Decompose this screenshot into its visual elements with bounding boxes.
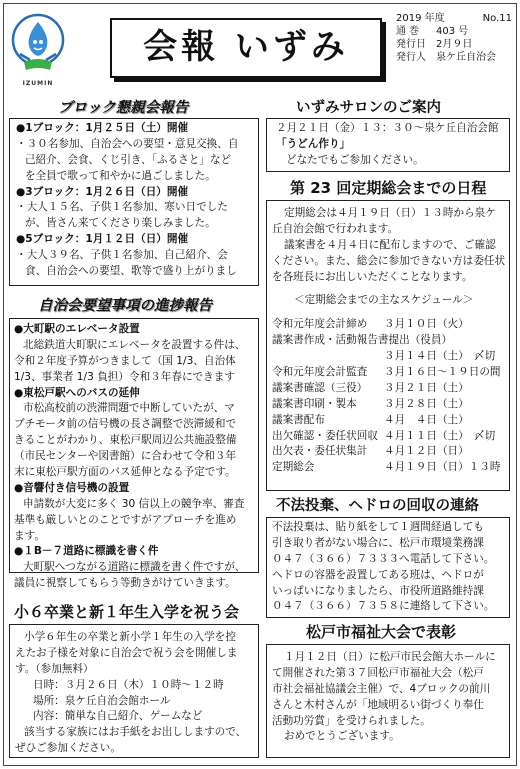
- request-progress-body: [14, 322, 258, 592]
- schedule-row: [272, 397, 510, 413]
- bus-line5: 末に東松戸駅方面のバス延伸となる予定です。: [14, 466, 236, 479]
- salon-line1: ２月２１日（金）１３：３０～泉ケ丘自治会館: [276, 122, 499, 134]
- schedule-date: ３月１０日（火）: [384, 318, 469, 331]
- bus-line3: きることがわかり、東松戸駅周辺公共施設整備: [14, 434, 237, 447]
- schedule-item: 出欠表・委任状集計: [272, 445, 368, 458]
- schedule-date: ３月２８日（土）: [384, 397, 469, 410]
- block1-heading: ●1ブロック：1月２５日（土）開催: [16, 122, 189, 134]
- celebration-body: [15, 630, 259, 757]
- schedule-item: 令和元年度会計締め: [272, 318, 368, 331]
- block5-heading: ●5ブロック：1月１２日（日）開催: [16, 233, 189, 246]
- publisher-label: 発行人: [396, 52, 426, 63]
- request-progress-heading: 自治会要望事項の進捗報告: [38, 298, 212, 314]
- celebration-line8: ぜひご参加ください。: [15, 742, 121, 755]
- celebration-datetime: 日時：３月２６日（木）１０時～１２時: [33, 678, 224, 691]
- schedule-row: [272, 365, 510, 381]
- welfare-line5: 活動功労賞」を受けられました。: [272, 714, 431, 727]
- schedule-date: ４月１２日（日）: [384, 445, 469, 458]
- salon-event: 「うどん作り」: [276, 137, 351, 150]
- schedule-row: [272, 444, 510, 460]
- schedule-date: ３月１６日～１９日の間: [384, 366, 501, 379]
- road-sign-line1: 大町駅へつながる道路に標識を書く件ですが、: [23, 561, 246, 574]
- salon-line3: どなたでもご参加ください。: [286, 153, 424, 166]
- signal-line2: 基準も厳しいとのことですがアプローチを進め: [14, 513, 237, 526]
- issue-number: No.11: [482, 13, 512, 24]
- welfare-line3: 市社会福祉協議会主催）で、4ブロックの前川: [272, 682, 491, 695]
- block1-line3: を全員で歌って和やかに過ごしました。: [25, 169, 216, 182]
- bus-line2: ブチモータ前の信号機の長さ調整で渋滞緩和で: [14, 418, 237, 431]
- salon-heading: いずみサロンのご案内: [296, 100, 441, 116]
- masthead-title-box: [110, 18, 382, 78]
- welfare-line6: おめでとうございます。: [284, 730, 400, 743]
- block-report-body: [16, 121, 262, 280]
- bus-heading: ●東松戸駅へのバスの延伸: [14, 386, 140, 399]
- dumping-line5: いっぱいになりましたら、市役所道路維持課: [272, 584, 484, 597]
- schedule-row: [272, 413, 510, 429]
- schedule-item: 定期総会: [272, 461, 315, 474]
- meeting-line2: 丘自治会館で行われます。: [272, 222, 399, 235]
- meeting-line4: ください。また、総会に参加できない方は委任状: [272, 254, 506, 267]
- dumping-line6: ０４７（３６６）７３５８に連絡して下さい。: [272, 600, 495, 613]
- schedule-date: ４月１１日（土） 〆切: [384, 429, 496, 442]
- issue-year: 2019 年度: [396, 13, 445, 24]
- schedule-date: ３月２１日（土）: [384, 381, 469, 394]
- celebration-line2: えたお子様を対象に自治会で祝う会を開催しま: [15, 646, 238, 659]
- izumin-mascot-logo: [10, 12, 66, 82]
- block5-line1: ・大人３９名、子供１名参加、自己紹介、会: [16, 249, 228, 262]
- schedule-item: 議案書配布: [272, 413, 325, 426]
- elevator-heading: ●大町駅のエレベータ設置: [14, 323, 140, 335]
- salon-body: [276, 121, 510, 169]
- bus-line4: （市民センターや図書館）に合わせて令和３年: [14, 450, 237, 463]
- welfare-body: [272, 650, 510, 745]
- schedule-row: [272, 429, 510, 445]
- elevator-line1: 北総鉄道大町駅にエレベータを設置する件は、: [23, 338, 246, 351]
- meeting-line3: 議案書を４月４日に配布しますので、ご確認: [284, 238, 496, 251]
- schedule-date: ３月１４日（土） 〆切: [384, 350, 496, 363]
- date-value: 2月９日: [436, 39, 473, 50]
- block1-line2: 己紹介、会食、くじ引き、「ふるさと」など: [25, 153, 232, 166]
- signal-heading: ●音響付き信号機の設置: [14, 481, 130, 494]
- schedule-date: ４月 ４日（土）: [384, 413, 469, 426]
- celebration-line3: す。（参加無料）: [15, 662, 94, 675]
- elevator-line3: 1/3、事業者 1/3 負担）令和３年春にできます: [14, 370, 235, 383]
- block3-heading: ●3ブロック：1月２６日（日）開催: [16, 185, 189, 198]
- schedule-title: ＜定期総会までの主なスケジュール＞: [294, 294, 474, 307]
- masthead-title: 会報 いずみ: [143, 27, 349, 68]
- bus-line1: 市松高校前の渋滞問題で中断していたが、マ: [23, 402, 235, 415]
- welfare-heading: 松戸市福祉大会で表彰: [306, 623, 457, 641]
- welfare-line4: さんと木村さんが「地域明るい街づくり奉仕: [272, 698, 484, 711]
- dumping-line4: ヘドロの容器を設置してある班は、ヘドロが: [272, 568, 484, 581]
- meeting-line1: 定期総会は４月１９日（日）１３時から泉ケ: [284, 207, 496, 219]
- volume-value: 403 号: [436, 26, 469, 37]
- meeting-body: [272, 206, 510, 476]
- celebration-line7: 該当する家族にはお手紙をお出ししますので、: [24, 726, 247, 739]
- publisher-value: 泉ケ丘自治会: [436, 52, 496, 63]
- block1-line1: ・３０名参加、自治会への要望・意見交換、自: [16, 137, 239, 150]
- dumping-line2: 引き取り者がない場合に、松戸市環境業務課: [272, 536, 484, 549]
- welfare-line2: て開催された第３７回松戸市福祉大会（松戸: [272, 666, 484, 679]
- schedule-item: 令和元年度会計監査: [272, 366, 368, 379]
- logo-caption: IZUMIN: [22, 80, 54, 87]
- schedule-row: [272, 460, 510, 476]
- celebration-line1: 小学６年生の卒業と新小学１年生の入学を控: [24, 631, 236, 643]
- schedule-date: ４月１９日（日）１３時: [384, 461, 501, 474]
- elevator-line2: 令和２年度予算がつきまして（国 1/3、自治体: [14, 354, 236, 367]
- schedule-item: 出欠確認・委任状回収: [272, 429, 378, 442]
- schedule-list: [272, 317, 510, 476]
- welfare-line1: １月１２日（日）に松戸市民会館大ホールに: [284, 651, 496, 663]
- dumping-body: [272, 520, 510, 615]
- block-report-heading: ブロック懇親会報告: [58, 100, 189, 116]
- schedule-row: [272, 349, 510, 365]
- dumping-line3: ０４７（３６６）７３３３へ電話して下さい。: [272, 552, 495, 565]
- schedule-item: 議案書作成・活動報告書提出（役員）: [272, 334, 453, 347]
- block3-line1: ・大人１５名、子供１名参加、寒い日でした: [16, 201, 228, 214]
- volume-label: 通 巻: [396, 26, 420, 37]
- meeting-line5: を各班長にお出しいただくことなります。: [272, 270, 473, 283]
- schedule-row: [272, 317, 510, 333]
- signal-line1: 申請数が大変に多く 30 信以上の競争率、審査: [23, 497, 245, 510]
- dumping-heading: 不法投棄、ヘドロの回収の連絡: [276, 498, 479, 514]
- schedule-row: [272, 333, 510, 349]
- schedule-item: 議案書印刷・製本: [272, 397, 357, 410]
- date-label: 発行日: [396, 39, 426, 50]
- schedule-item: 議案書確認（三役）: [272, 381, 368, 394]
- dumping-line1: 不法投棄は、貼り紙をして１週間経過しても: [272, 521, 484, 533]
- block5-line2: 食、自治会への要望、歌等で盛り上がりまし: [25, 265, 237, 278]
- celebration-content: 内容：簡単な自己紹介、ゲームなど: [33, 710, 203, 723]
- block3-line2: が、皆さん来てくださり楽しみました。: [25, 217, 216, 230]
- road-sign-line2: 議員に視察してもらう等動きがけていきます。: [14, 577, 236, 590]
- celebration-heading: 小６卒業と新１年生入学を祝う会: [14, 603, 240, 621]
- celebration-place: 場所：泉ケ丘自治会館ホール: [33, 694, 171, 707]
- road-sign-heading: ●１B－７道路に標識を書く件: [14, 545, 159, 558]
- meeting-heading: 第 23 回定期総会までの日程: [290, 179, 487, 197]
- schedule-row: [272, 381, 510, 397]
- issue-meta: [396, 12, 512, 64]
- signal-line3: ます。: [14, 529, 45, 542]
